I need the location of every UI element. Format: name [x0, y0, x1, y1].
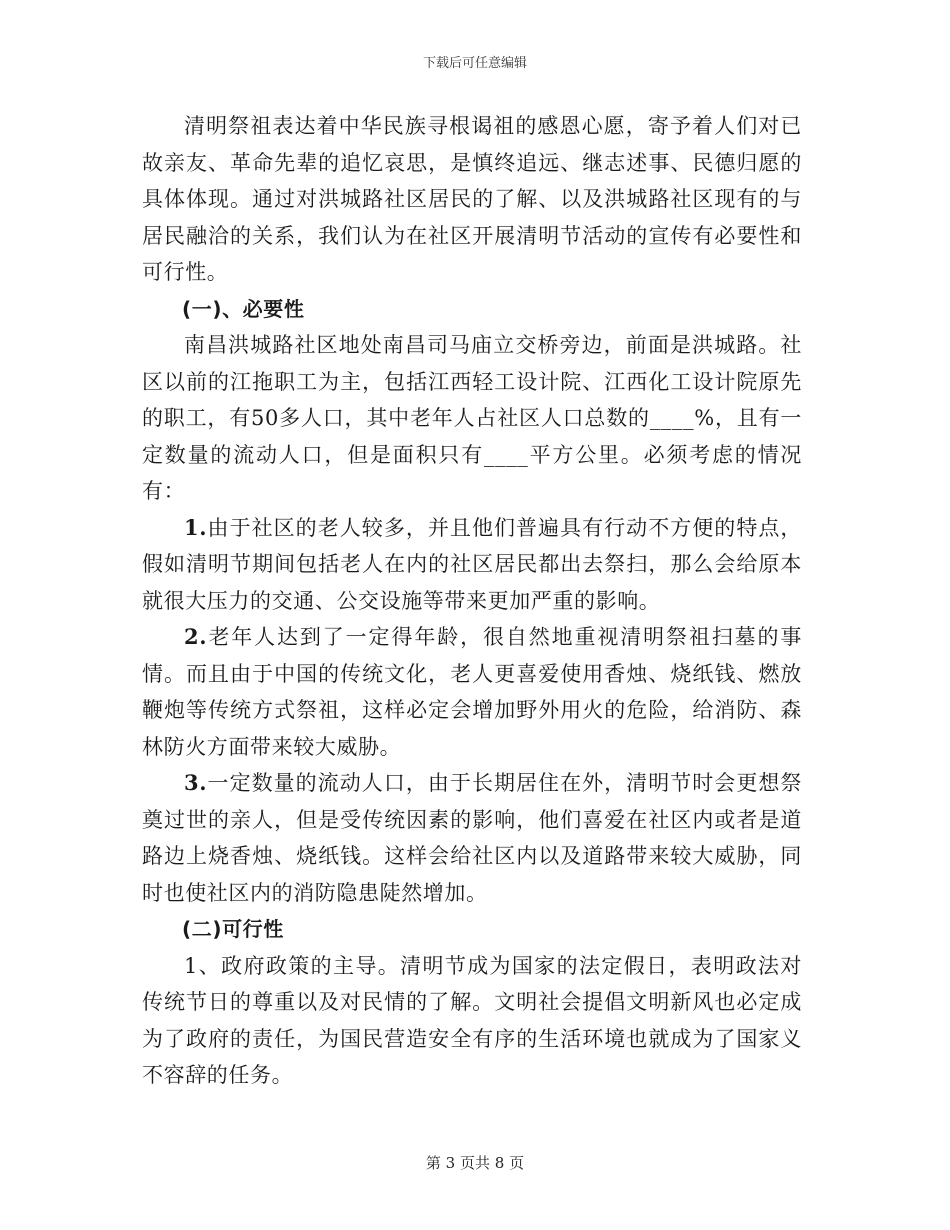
- list-item-3: [142, 765, 802, 911]
- list-item-2: [142, 619, 802, 765]
- page-header: 下载后可任意编辑: [422, 56, 527, 71]
- document-body: [142, 108, 802, 1094]
- page-footer: 第 3 页共 8 页: [425, 1154, 525, 1172]
- list-item-1: [142, 510, 802, 620]
- list-item-2-number: 2.: [184, 624, 208, 649]
- necessity-paragraph: 南昌洪城路社区地处南昌司马庙立交桥旁边，前面是洪城路。社区以前的江拖职工为主，包括江西轻工设计院、江西化工设计院原先的职工，有50多人口，其中老年人占社区人口总数的____%，且有一定数量的流动人口，但是面积只有____平方公里。必须考虑的情况有：: [142, 333, 802, 503]
- section-heading-necessity: (一)、必要性: [182, 296, 305, 321]
- list-item-1-text: 由于社区的老人较多，并且他们普遍具有行动不方便的特点，假如清明节期间包括老人在内的社区居民都出去祭扫，那么会给原本就很大压力的交通、公交设施等带来更加严重的影响。: [142, 515, 802, 613]
- intro-paragraph: 清明祭祖表达着中华民族寻根谒祖的感恩心愿，寄予着人们对已故亲友、革命先辈的追忆哀思，是慎终追远、继志述事、民德归愿的具体体现。通过对洪城路社区居民的了解、以及洪城路社区现有的与居民融洽的关系，我们认为在社区开展清明节活动的宣传有必要性和可行性。: [142, 114, 802, 284]
- list-item-1-number: 1.: [184, 514, 208, 540]
- feasibility-paragraph: 1、政府政策的主导。清明节成为国家的法定假日，表明政法对传统节日的尊重以及对民情的了解。文明社会提倡文明新风也必定成为了政府的责任，为国民营造安全有序的生活环境也就成为了国家义不容辞的任务。: [142, 953, 802, 1087]
- list-item-3-text: 一定数量的流动人口，由于长期居住在外，清明节时会更想祭奠过世的亲人，但是受传统因素的影响，他们喜爱在社区内或者是道路边上烧香烛、烧纸钱。这样会给社区内以及道路带来较大威胁，同时也使社区内的消防隐患陡然增加。: [142, 771, 802, 905]
- list-item-3-number: 3.: [184, 770, 208, 795]
- list-item-2-text: 老年人达到了一定得年龄，很自然地重视清明祭祖扫墓的事情。而且由于中国的传统文化，老人更喜爱使用香烛、烧纸钱、燃放鞭炮等传统方式祭祖，这样必定会增加野外用火的危险，给消防、森林防火方面带来较大威胁。: [142, 625, 802, 759]
- section-heading-feasibility: (二)可行性: [182, 917, 284, 941]
